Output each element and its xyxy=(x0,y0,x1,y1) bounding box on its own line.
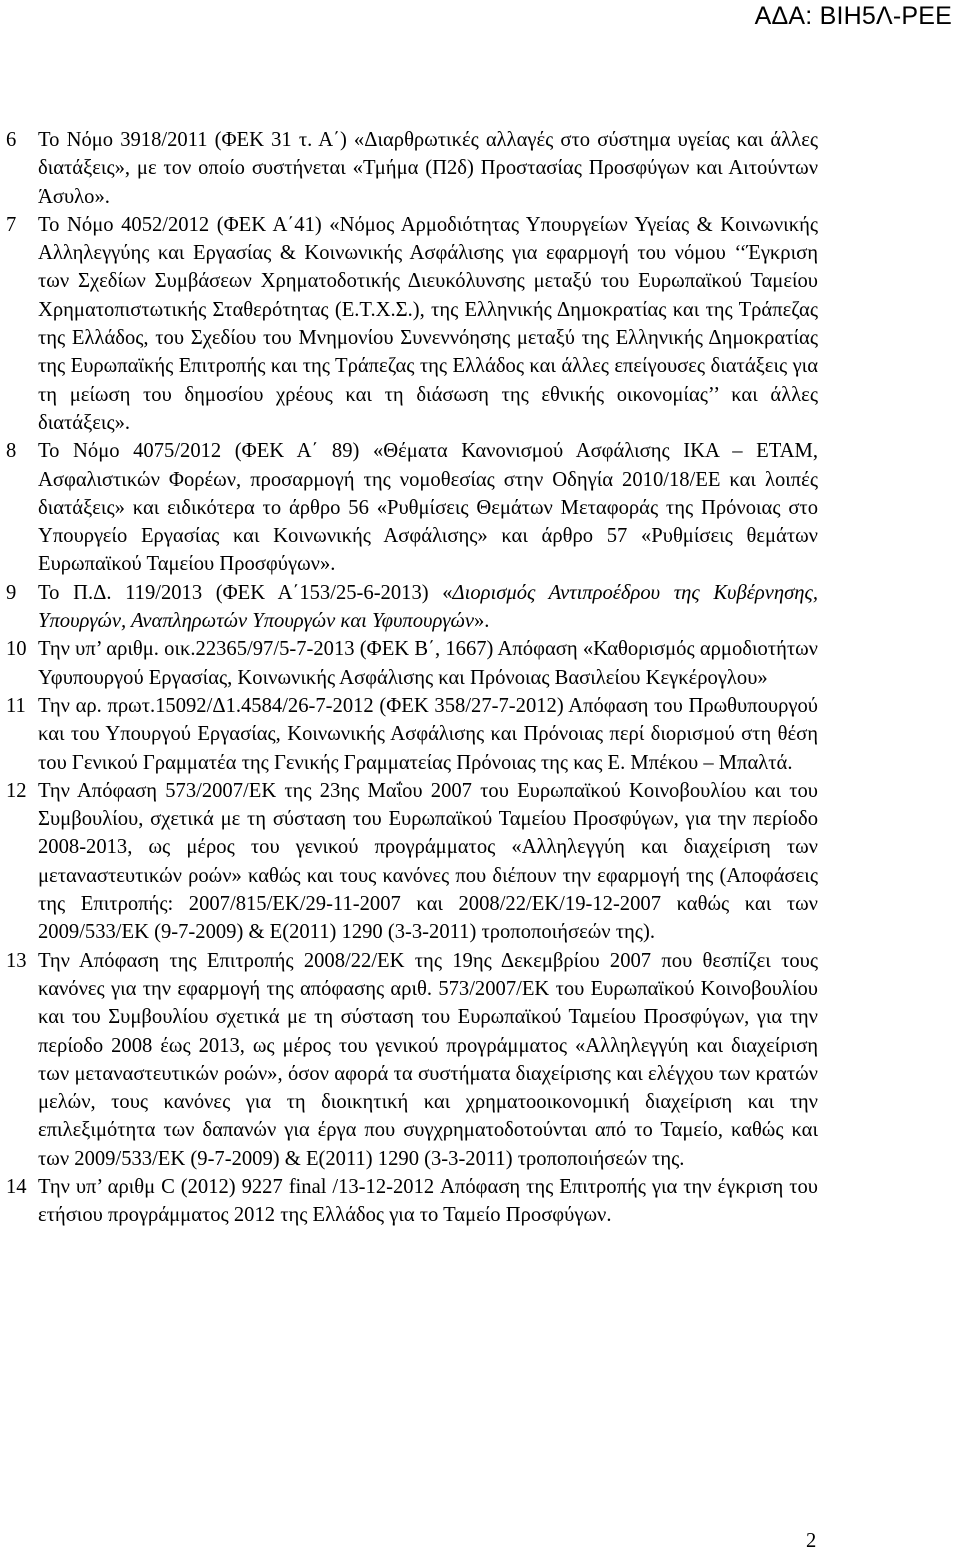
item-number: 14 xyxy=(6,1175,27,1198)
list-item xyxy=(0,1173,818,1230)
item-text: Το Νόμο 3918/2011 (ΦΕΚ 31 τ. Α΄) «Διαρθρωτικές αλλαγές στο σύστημα υγείας και άλλες διατάξεις», με τον οποίο συστήνεται «Τμήμα (Π2δ) Προστασίας Προσφύγων και Αιτούντων Άσυλο». xyxy=(38,129,818,208)
item-text-after: ». xyxy=(474,610,490,633)
item-text: Την υπ’ αριθμ C (2012) 9227 final /13-12-2012 Απόφαση της Επιτροπής για την έγκριση του ετήσιου προγράμματος 2012 της Ελλάδος για το Ταμείο Προσφύγων. xyxy=(38,1175,818,1227)
list-item xyxy=(0,635,818,692)
item-number: 11 xyxy=(6,694,26,717)
item-text xyxy=(38,579,818,636)
item-number: 6 xyxy=(6,129,17,151)
item-text: Την υπ’ αριθμ. οικ.22365/97/5-7-2013 (ΦΕΚ Β΄, 1667) Απόφαση «Καθορισμός αρμοδιοτήτων Υφυπουργού Εργασίας, Κοινωνικής Ασφάλισης και Πρόνοιας Βασιλείου Κεγκέρογλου» xyxy=(38,638,818,689)
item-text: Την Απόφαση 573/2007/ΕΚ της 23ης Μαΐου 2007 του Ευρωπαϊκού Κοινοβουλίου και του Συμβουλίου, σχετικά με τη σύσταση του Ευρωπαϊκού Ταμείου Προσφύγων, για την περίοδο 2008-2013, ως μέρος του γενικού προγράμματος «Αλληλεγγύη και διαχείριση των μεταναστευτικών ροών» καθώς και τους κανόνες που διέπουν την εφαρμογή της (Αποφάσεις της Επιτροπής: 2007/815/ΕΚ/29-11-2007 και 2008/22/ΕΚ/19-12-2007 καθώς και των 2009/533/ΕΚ (9-7-2009) & Ε(2011) 1290 (3-3-2011) τροποποιήσεών της). xyxy=(38,779,818,944)
item-text-italic: Διορισμός Αντιπροέδρου της Κυβέρνησης, Υπουργών, Αναπληρωτών Υπουργών και Υφυπουργών xyxy=(38,581,818,633)
item-number: 9 xyxy=(6,581,17,604)
item-text-before: Το Π.Δ. 119/2013 (ΦΕΚ Α΄153/25-6-2013) « xyxy=(38,581,453,604)
item-number: 8 xyxy=(6,440,17,463)
considerations-list xyxy=(0,126,960,1230)
list-item xyxy=(0,579,818,636)
page-number: 2 xyxy=(806,1530,817,1552)
list-item xyxy=(0,692,818,777)
item-number: 12 xyxy=(6,779,27,802)
item-number: 7 xyxy=(6,213,17,236)
list-item xyxy=(0,126,818,211)
item-number: 10 xyxy=(6,638,27,661)
item-text: Το Νόμο 4052/2012 (ΦΕΚ Α΄41) «Νόμος Αρμοδιότητας Υπουργείων Υγείας & Κοινωνικής Αλληλεγγύης και Εργασίας & Κοινωνικής Ασφάλισης για εφαρμογή του νόμου ‘‘Έγκριση των Σχεδίων Συμβάσεων Χρηματοδοτικής Διευκόλυνσης μεταξύ του Ευρωπαϊκού Ταμείου Χρηματοπιστωτικής Σταθερότητας (Ε.Τ.Χ.Σ.), της Ελληνικής Δημοκρατίας και της Τράπεζας της Ελλάδος, του Σχεδίου του Μνημονίου Συνεννόησης μεταξύ της Ελληνικής Δημοκρατίας της Ευρωπαϊκής Επιτροπής και της Τράπεζας της Ελλάδος και άλλες επείγουσες διατάξεις για τη μείωση του δημοσίου χρέους και τη διάσωση της εθνικής οικονομίας’’ και άλλες διατάξεις». xyxy=(38,213,818,434)
ada-code: ΑΔΑ: ΒΙΗ5Λ-ΡΕΕ xyxy=(754,2,952,30)
list-item xyxy=(0,777,818,947)
item-text: Το Νόμο 4075/2012 (ΦΕΚ Α΄ 89) «Θέματα Κανονισμού Ασφάλισης ΙΚΑ – ΕΤΑΜ, Ασφαλιστικών Φορέων, προσαρμογή της νομοθεσίας στην Οδηγία 2010/18/ΕΕ και λοιπές διατάξεις» και ειδικότερα το άρθρο 56 «Ρυθμίσεις Θεμάτων Μεταφοράς της Πρόνοιας στο Υπουργείο Εργασίας και Κοινωνικής Ασφάλισης» και άρθρο 57 «Ρυθμίσεις θεμάτων Ευρωπαϊκού Ταμείου Προσφύγων». xyxy=(38,440,818,576)
item-text: Την Απόφαση της Επιτροπής 2008/22/ΕΚ της 19ης Δεκεμβρίου 2007 που θεσπίζει τους κανόνες για την εφαρμογή της απόφασης αριθ. 573/2007/ΕΚ του Ευρωπαϊκού Κοινοβουλίου και του Συμβουλίου σχετικά με τη σύσταση του Ευρωπαϊκού Ταμείου Προσφύγων, για την περίοδο 2008 έως 2013, ως μέρος του γενικού προγράμματος «Αλληλεγγύη και διαχείριση των μεταναστευτικών ροών», όσον αφορά τα συστήματα διαχείρισης και ελέγχου των κρατών μελών, τους κανόνες για τη διοικητική και χρηματοοικονομική διαχείριση και την επιλεξιμότητα των δαπανών για έργα που συγχρηματοδοτούνται από το Ταμείο, καθώς και των 2009/533/ΕΚ (9-7-2009) & Ε(2011) 1290 (3-3-2011) τροποποιήσεών της. xyxy=(38,949,818,1170)
item-number: 13 xyxy=(6,949,27,972)
list-item xyxy=(0,437,818,578)
item-text: Την αρ. πρωτ.15092/Δ1.4584/26-7-2012 (ΦΕΚ 358/27-7-2012) Απόφαση του Πρωθυπουργού και του Υπουργού Εργασίας, Κοινωνικής Ασφάλισης και Πρόνοιας περί διορισμού στη θέση του Γενικού Γραμματέα της Γενικής Γραμματείας Πρόνοιας της κας Ε. Μπέκου – Μπαλτά. xyxy=(38,694,818,774)
list-item xyxy=(0,211,818,437)
list-item xyxy=(0,947,818,1173)
